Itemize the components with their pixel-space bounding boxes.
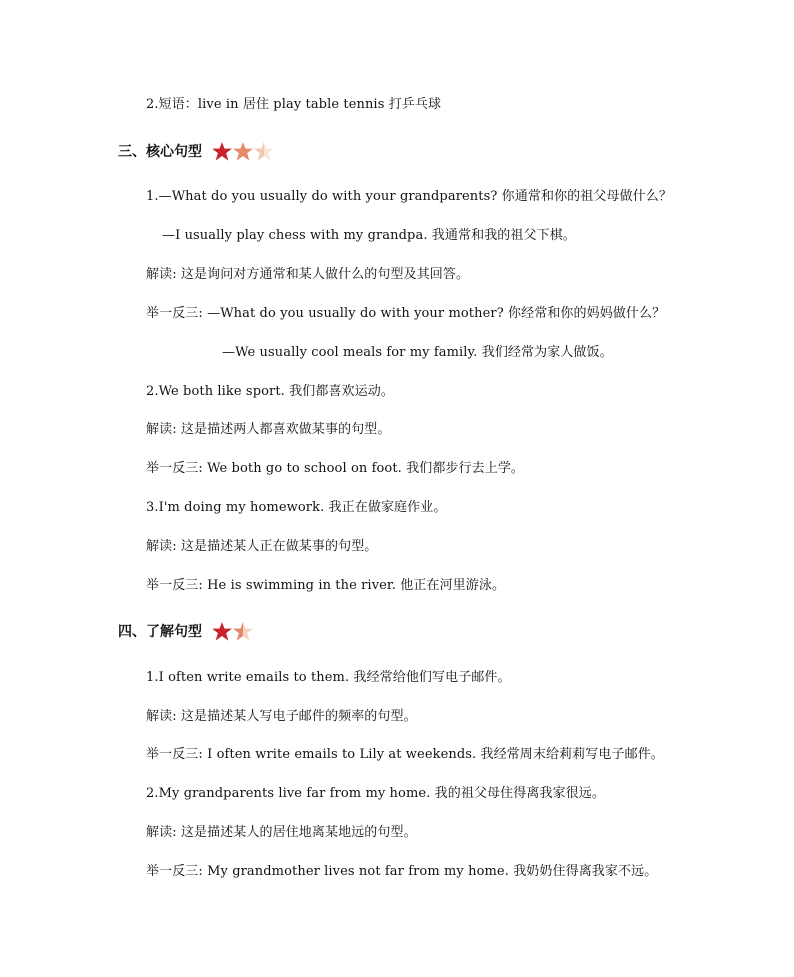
core-1-explanation: 解读: 这是询问对方通常和某人做什么的句型及其回答。 bbox=[146, 267, 470, 282]
core-2-sentence: 2.We both like sport. 我们都喜欢运动。 bbox=[146, 384, 394, 399]
section-title: 三、核心句型 bbox=[118, 143, 202, 160]
star-icon bbox=[212, 142, 232, 161]
rating-stars bbox=[212, 622, 253, 641]
half-star-icon bbox=[233, 622, 253, 641]
section-title: 四、了解句型 bbox=[118, 623, 202, 640]
core-1-question: 1.—What do you usually do with your grandparents? 你通常和你的祖父母做什么？ bbox=[146, 189, 672, 204]
section-heading-core bbox=[118, 142, 274, 161]
rating-stars bbox=[212, 142, 274, 161]
understand-1-example: 举一反三: I often write emails to Lily at weekends. 我经常周末给莉莉写电子邮件。 bbox=[146, 747, 664, 762]
understand-1-explanation: 解读: 这是描述某人写电子邮件的频率的句型。 bbox=[146, 709, 417, 724]
core-1-example-answer: —We usually cool meals for my family. 我们经常为家人做饭。 bbox=[222, 345, 613, 360]
section-heading-understand bbox=[118, 622, 253, 641]
core-3-example: 举一反三: He is swimming in the river. 他正在河里游泳。 bbox=[146, 578, 506, 593]
understand-2-sentence: 2.My grandparents live far from my home. 我的祖父母住得离我家很远。 bbox=[146, 786, 605, 801]
understand-2-explanation: 解读: 这是描述某人的居住地离某地远的句型。 bbox=[146, 825, 417, 840]
understand-1-sentence: 1.I often write emails to them. 我经常给他们写电子邮件。 bbox=[146, 670, 511, 685]
star-icon bbox=[212, 622, 232, 641]
core-1-answer: —I usually play chess with my grandpa. 我通常和我的祖父下棋。 bbox=[162, 228, 576, 243]
core-3-sentence: 3.I'm doing my homework. 我正在做家庭作业。 bbox=[146, 500, 447, 515]
half-star-icon bbox=[254, 142, 274, 161]
star-icon bbox=[233, 142, 253, 161]
core-1-example-question: 举一反三: —What do you usually do with your mother? 你经常和你的妈妈做什么？ bbox=[146, 306, 666, 321]
core-3-explanation: 解读: 这是描述某人正在做某事的句型。 bbox=[146, 539, 378, 554]
core-2-explanation: 解读: 这是描述两人都喜欢做某事的句型。 bbox=[146, 422, 391, 437]
core-2-example: 举一反三: We both go to school on foot. 我们都步行去上学。 bbox=[146, 461, 525, 476]
phrases-line: 2.短语：live in 居住 play table tennis 打乒乓球 bbox=[146, 97, 442, 112]
understand-2-example: 举一反三: My grandmother lives not far from my home. 我奶奶住得离我家不远。 bbox=[146, 864, 658, 879]
